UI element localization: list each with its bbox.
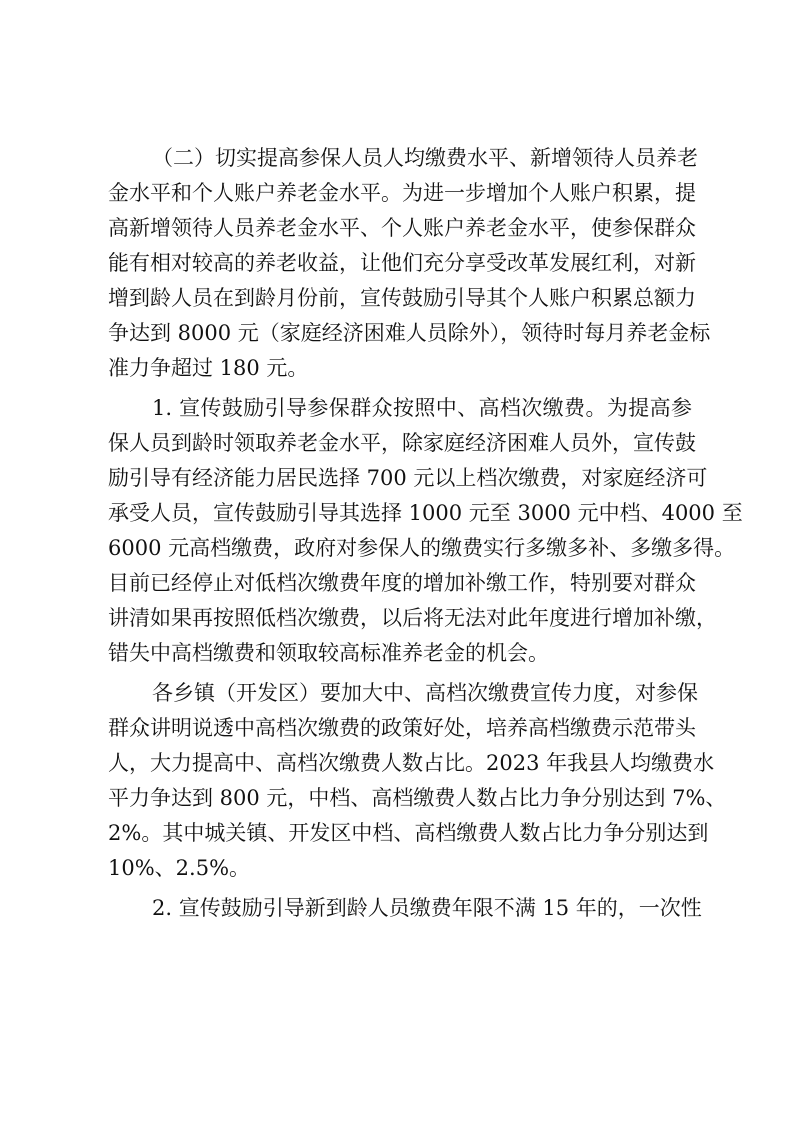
text-line: 高新增领待人员养老金水平、个人账户养老金水平，使参保群众	[108, 216, 696, 240]
text-line: （二）切实提高参保人员人均缴费水平、新增领待人员养老	[152, 146, 698, 170]
paragraph-townships	[108, 676, 727, 886]
document-body	[108, 141, 743, 926]
text-line: 2. 宣传鼓励引导新到龄人员缴费年限不满 15 年的，一次性	[152, 896, 702, 920]
text-line: 平力争达到 800 元，中档、高档缴费人数占比力争分别达到 7%、	[108, 786, 727, 810]
text-line: 能有相对较高的养老收益，让他们充分享受改革发展红利，对新	[108, 251, 696, 275]
text-line: 10%、2.5%。	[108, 856, 251, 880]
text-line: 2%。其中城关镇、开发区中档、高档缴费人数占比力争分别达到	[108, 821, 709, 845]
text-line: 金水平和个人账户养老金水平。为进一步增加个人账户积累，提	[108, 181, 696, 205]
text-line: 承受人员，宣传鼓励引导其选择 1000 元至 3000 元中档、4000 至	[108, 501, 743, 525]
paragraph-item-1	[108, 391, 743, 671]
text-line: 目前已经停止对低档次缴费年度的增加补缴工作，特别要对群众	[108, 571, 696, 595]
text-line: 各乡镇（开发区）要加大中、高档次缴费宣传力度，对参保	[152, 681, 698, 705]
text-line: 增到龄人员在到龄月份前，宣传鼓励引导其个人账户积累总额力	[108, 286, 696, 310]
text-line: 讲清如果再按照低档次缴费，以后将无法对此年度进行增加补缴，	[108, 606, 717, 630]
text-line: 错失中高档缴费和领取较高标准养老金的机会。	[108, 641, 549, 665]
paragraph-item-2	[108, 891, 702, 926]
text-line: 6000 元高档缴费，政府对参保人的缴费实行多缴多补、多缴多得。	[108, 536, 736, 560]
text-line: 励引导有经济能力居民选择 700 元以上档次缴费，对家庭经济可	[108, 466, 708, 490]
paragraph-section-2-heading	[108, 141, 711, 386]
text-line: 准力争超过 180 元。	[108, 356, 309, 380]
text-line: 保人员到龄时领取养老金水平，除家庭经济困难人员外，宣传鼓	[108, 431, 696, 455]
text-line: 群众讲明说透中高档次缴费的政策好处，培养高档缴费示范带头	[108, 716, 696, 740]
text-line: 人，大力提高中、高档次缴费人数占比。2023 年我县人均缴费水	[108, 751, 715, 775]
text-line: 1. 宣传鼓励引导参保群众按照中、高档次缴费。为提高参	[152, 396, 692, 420]
text-line: 争达到 8000 元（家庭经济困难人员除外），领待时每月养老金标	[108, 321, 711, 345]
